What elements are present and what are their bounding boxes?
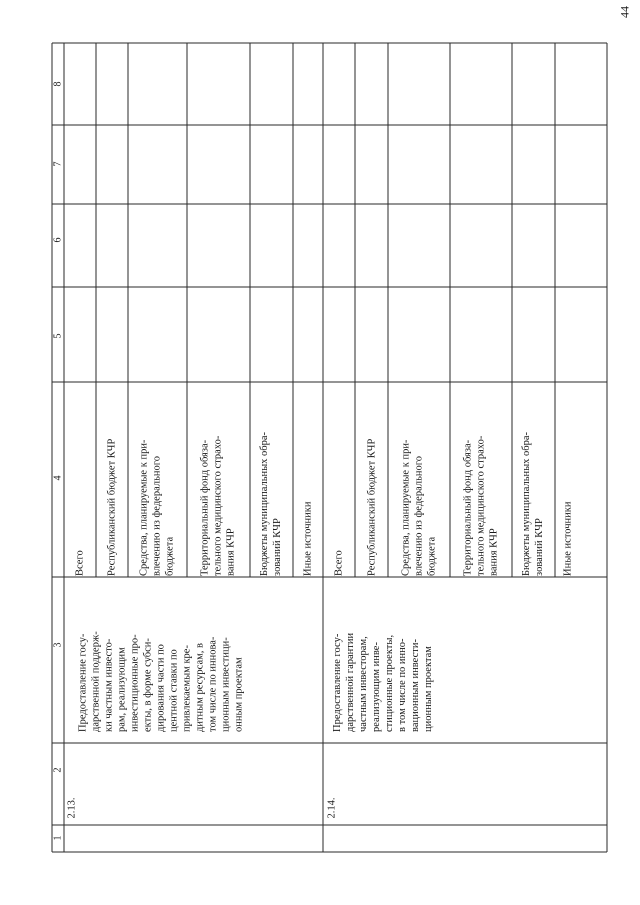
row-code: 2.14. (326, 797, 338, 819)
funding-source: Бюджеты муниципальных обра- зований КЧР (521, 431, 545, 576)
funding-source: Всего (333, 550, 345, 576)
funding-source: Территориальный фонд обяза- тельного медицинского страхо- вания КЧР (462, 435, 500, 576)
page-number: 44 (617, 6, 632, 18)
column-number: 5 (52, 333, 64, 339)
funding-source: Республиканский бюджет КЧР (366, 438, 378, 576)
column-number: 2 (52, 767, 64, 773)
measure-description: Предоставление госу- дарственной поддерж- ки частным инвесто- рам, реализующим инвестиционные про- екты, в форме субси- дирования части по центной ставки по привлекаемым кре- дитным ресурсам, в том числе по иннова- ционным инвестици- онным проектам (77, 631, 245, 732)
funding-source: Республиканский бюджет КЧР (106, 438, 118, 576)
funding-source: Иные источники (302, 501, 314, 576)
column-number: 8 (52, 81, 64, 87)
funding-source: Всего (74, 550, 86, 576)
column-number: 4 (52, 475, 64, 481)
column-number: 1 (52, 835, 64, 841)
funding-source: Бюджеты муниципальных обра- зований КЧР (259, 431, 283, 576)
funding-source: Средства, планируемые к при- влечению из федерального бюджета (400, 439, 438, 576)
funding-source: Средства, планируемые к при- влечению из федерального бюджета (138, 439, 176, 576)
column-number: 7 (52, 161, 64, 167)
funding-source: Территориальный фонд обяза- тельного медицинского страхо- вания КЧР (199, 435, 237, 576)
column-number: 3 (52, 642, 64, 648)
funding-source: Иные источники (562, 501, 574, 576)
measure-description: Предоставление госу- дарственной гарантии частным инвесторам, реализующим инве- стиционные проекты, в том числе по инно- вационным инвести- ционным проектам (332, 632, 434, 732)
row-code: 2.13. (66, 797, 78, 819)
column-number: 6 (52, 237, 64, 243)
